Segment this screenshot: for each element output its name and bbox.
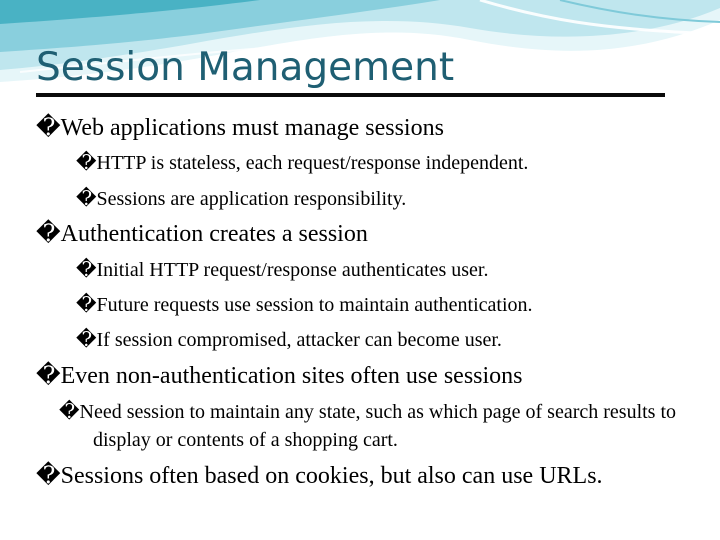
bullet-text: Authentication creates a session (60, 221, 368, 247)
bullet-text: Need session to maintain any state, such as which page of search results to display or contents of a shopping cart. (79, 401, 677, 451)
bullet-icon: � (76, 152, 97, 174)
bullet-text: Future requests use session to maintain authentication. (96, 294, 533, 316)
bullet-icon: � (59, 401, 80, 423)
bullet-text: Sessions are application responsibility. (96, 188, 407, 210)
sub-bullet-item (76, 186, 406, 212)
bullet-icon: � (36, 221, 61, 247)
bullet-item (36, 361, 523, 391)
bullet-text: Sessions often based on cookies, but also can use URLs. (60, 463, 603, 489)
bullet-item (36, 219, 368, 249)
bullet-text: If session compromised, attacker can become user. (96, 329, 502, 351)
bullet-icon: � (36, 463, 61, 489)
bullet-icon: � (76, 329, 97, 351)
bullet-icon: � (36, 363, 61, 389)
slide-title: Session Management (36, 45, 455, 90)
bullet-icon: � (36, 115, 61, 141)
sub-bullet-item (76, 257, 488, 283)
bullet-icon: � (76, 259, 97, 281)
bullet-text: HTTP is stateless, each request/response independent. (96, 152, 529, 174)
sub-bullet-item (76, 150, 528, 176)
sub-bullet-item (76, 292, 533, 318)
sub-bullet-item (76, 327, 502, 353)
bullet-text: Even non-authentication sites often use sessions (60, 363, 523, 389)
bullet-text: Web applications must manage sessions (60, 115, 444, 141)
bullet-icon: � (76, 294, 97, 316)
bullet-text: Initial HTTP request/response authenticates user. (96, 259, 489, 281)
bullet-item (36, 461, 603, 491)
sub-bullet-item (59, 398, 708, 454)
bullet-item (36, 113, 444, 143)
bullet-icon: � (76, 188, 97, 210)
